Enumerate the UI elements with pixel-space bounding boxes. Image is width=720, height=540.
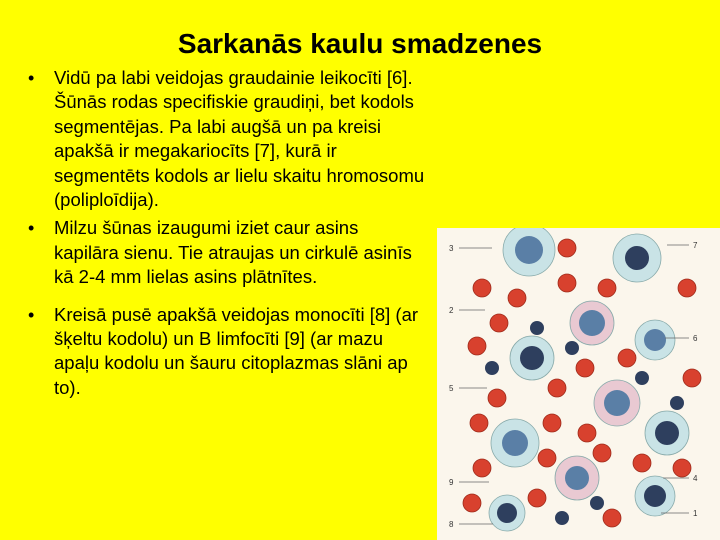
slide-title: Sarkanās kaulu smadzenes xyxy=(177,28,543,59)
erythrocyte xyxy=(578,424,596,442)
erythrocyte xyxy=(488,389,506,407)
cell-nucleus xyxy=(497,503,517,523)
erythrocyte xyxy=(470,414,488,432)
label-1: 1 xyxy=(693,509,698,518)
bullet-text: Vidū pa labi veidojas graudainie leikocīti [6]. Šūnās rodas specifiskie graudiņi, bet kodols segmentējas. Pa labi augšā un pa kreisi apakšā ir megakariocīts [7], kurā ir segmentēts kodols ar lielu skaitu hromosomu (poliploīdija). xyxy=(54,67,425,211)
bullet-item xyxy=(26,216,426,289)
lymphocyte-nucleus xyxy=(565,341,579,355)
erythrocyte xyxy=(490,314,508,332)
erythrocyte xyxy=(633,454,651,472)
erythrocyte xyxy=(598,279,616,297)
label-3: 3 xyxy=(449,244,454,253)
bullet-symbol: • xyxy=(28,218,35,239)
cell-nucleus xyxy=(644,329,666,351)
erythrocyte xyxy=(543,414,561,432)
label-7: 7 xyxy=(693,241,698,250)
erythrocyte xyxy=(538,449,556,467)
bullet-text: Milzu šūnas izaugumi iziet caur asins kapilāra sienu. Tie atraujas un cirkulē asinīs kā 2-4 mm lielas asins plātnītes. xyxy=(54,217,412,288)
lymphocyte-nucleus xyxy=(670,396,684,410)
erythrocyte xyxy=(678,279,696,297)
erythrocyte xyxy=(528,489,546,507)
cell-nucleus xyxy=(565,466,589,490)
bone-marrow-illustration xyxy=(437,228,720,540)
erythrocyte xyxy=(603,509,621,527)
erythrocyte xyxy=(576,359,594,377)
bullet-symbol: • xyxy=(28,68,35,88)
bullet-item xyxy=(26,66,426,212)
bullet-text: Kreisā pusē apakšā veidojas monocīti [8] (ar šķeltu kodolu) un B limfocīti [9] (ar mazu apaļu kodolu un šauru citoplazmas slāni ap to). xyxy=(54,303,419,398)
lymphocyte-nucleus xyxy=(485,361,499,375)
erythrocyte xyxy=(508,289,526,307)
erythrocyte xyxy=(463,494,481,512)
erythrocyte xyxy=(548,379,566,397)
erythrocyte xyxy=(468,337,486,355)
cell-nucleus xyxy=(579,310,605,336)
erythrocyte xyxy=(473,279,491,297)
cell-nucleus xyxy=(625,246,649,270)
label-2: 2 xyxy=(449,306,454,315)
label-6: 6 xyxy=(693,334,698,343)
cell-nucleus xyxy=(520,346,544,370)
erythrocyte xyxy=(473,459,491,477)
label-4: 4 xyxy=(693,474,698,483)
cell-nucleus xyxy=(502,430,528,456)
bullet-list xyxy=(26,66,426,400)
bullet-item xyxy=(26,303,426,401)
erythrocyte xyxy=(593,444,611,462)
bone-marrow-svg xyxy=(437,228,720,540)
cell-nucleus xyxy=(644,485,666,507)
label-9: 9 xyxy=(449,478,454,487)
lymphocyte-nucleus xyxy=(635,371,649,385)
erythrocyte xyxy=(558,274,576,292)
erythrocyte xyxy=(683,369,701,387)
erythrocyte xyxy=(673,459,691,477)
lymphocyte-nucleus xyxy=(555,511,569,525)
label-5: 5 xyxy=(449,384,454,393)
lymphocyte-nucleus xyxy=(530,321,544,335)
cell-nucleus xyxy=(655,421,679,445)
erythrocyte xyxy=(618,349,636,367)
label-8: 8 xyxy=(449,520,454,529)
cell-nucleus xyxy=(515,236,543,264)
bullet-symbol: • xyxy=(28,304,35,325)
lymphocyte-nucleus xyxy=(590,496,604,510)
erythrocyte xyxy=(558,239,576,257)
cell-nucleus xyxy=(604,390,630,416)
